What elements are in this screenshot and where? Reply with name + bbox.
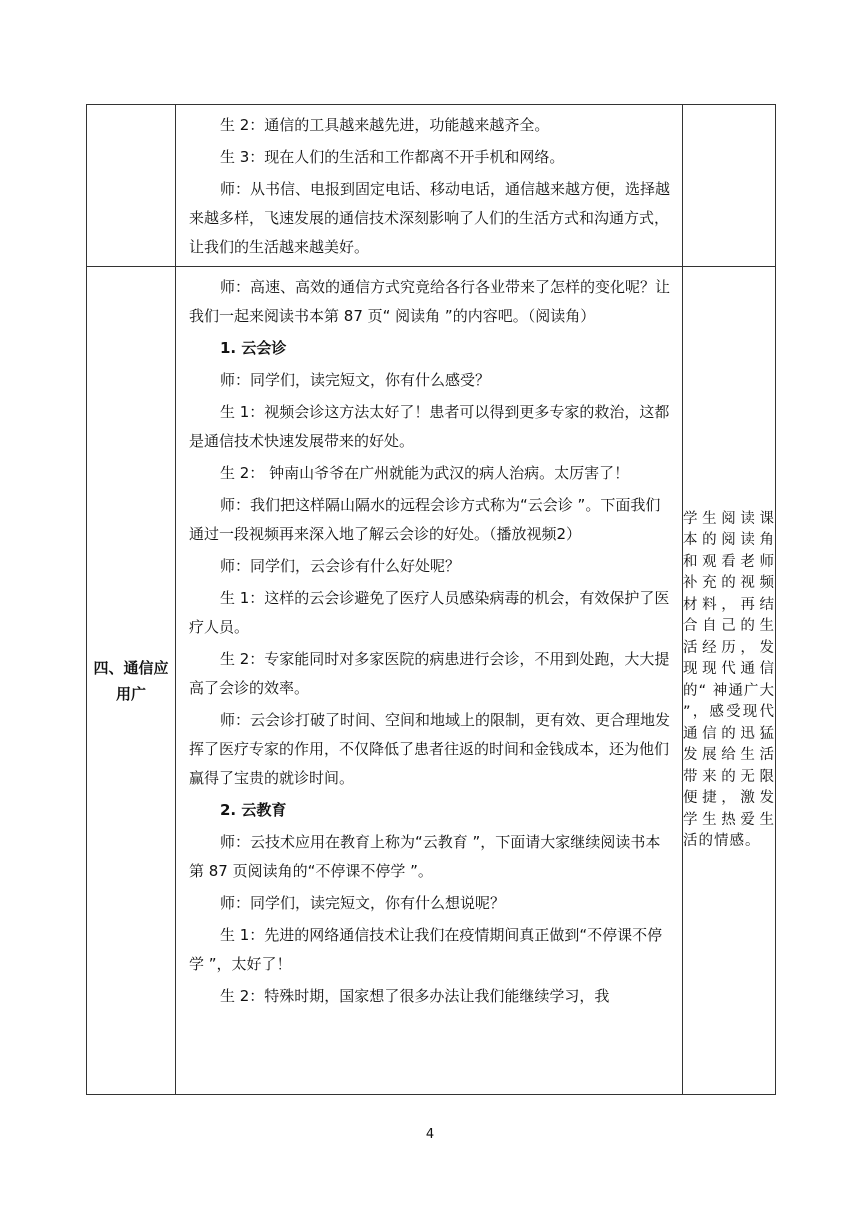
note-cell: 学生阅读课本的阅读角和观看老师补充的视频材料，再结合自己的生活经历，发现现代通信的“ 神通广大 ”，感受现代通信的迅猛发展给生活带来的无限便捷，激发学生热爱生活的情感。 bbox=[683, 267, 776, 1095]
table-row bbox=[87, 105, 776, 267]
paragraph: 师：云技术应用在教育上称为“云教育 ”，下面请大家继续阅读书本第 87 页阅读角的“不停课不停学 ”。 bbox=[189, 833, 661, 880]
paragraph: 师：同学们，读完短文，你有什么想说呢？ bbox=[220, 894, 506, 912]
paragraph: 师：同学们，读完短文，你有什么感受？ bbox=[220, 371, 491, 389]
paragraph: 师：同学们，云会诊有什么好处呢？ bbox=[220, 557, 461, 575]
paragraph: 生 2： 钟南山爷爷在广州就能为武汉的病人治病。太厉害了！ bbox=[220, 464, 630, 482]
section-heading: 1. 云会诊 bbox=[220, 339, 287, 357]
paragraph: 师：云会诊打破了时间、空间和地域上的限制，更有效、更合理地发挥了医疗专家的作用，不仅降低了患者往返的时间和金钱成本，还为他们赢得了宝贵的就诊时间。 bbox=[189, 711, 671, 787]
paragraph: 师：从书信、电报到固定电话、移动电话，通信越来越方便，选择越来越多样，飞速发展的通信技术深刻影响了人们的生活方式和沟通方式，让我们的生活越来越美好。 bbox=[189, 180, 671, 256]
paragraph: 师：我们把这样隔山隔水的远程会诊方式称为“云会诊 ”。下面我们通过一段视频再来深入地了解云会诊的好处。（播放视频2） bbox=[189, 496, 661, 543]
stage-cell bbox=[87, 105, 176, 267]
paragraph: 生 3：现在人们的生活和工作都离不开手机和网络。 bbox=[220, 148, 565, 166]
content-cell bbox=[176, 267, 683, 1095]
paragraph: 师：高速、高效的通信方式究竟给各行各业带来了怎样的变化呢？让我们一起来阅读书本第 87 页“ 阅读角 ”的内容吧。（阅读角） bbox=[189, 278, 671, 325]
paragraph: 生 2：通信的工具越来越先进，功能越来越齐全。 bbox=[220, 116, 550, 134]
content-cell bbox=[176, 105, 683, 267]
paragraph: 生 1：先进的网络通信技术让我们在疫情期间真正做到“不停课不停学 ”，太好了！ bbox=[189, 926, 663, 973]
paragraph: 生 1：这样的云会诊避免了医疗人员感染病毒的机会，有效保护了医疗人员。 bbox=[189, 589, 670, 636]
paragraph: 生 1：视频会诊这方法太好了！患者可以得到更多专家的救治，这都是通信技术快速发展带来的好处。 bbox=[189, 403, 670, 450]
stage-cell: 四、通信应用广 bbox=[87, 267, 176, 1095]
paragraph: 生 2：专家能同时对多家医院的病患进行会诊，不用到处跑，大大提高了会诊的效率。 bbox=[189, 650, 670, 697]
paragraph: 生 2：特殊时期，国家想了很多办法让我们能继续学习，我 bbox=[220, 987, 610, 1005]
section-heading: 2. 云教育 bbox=[220, 801, 287, 819]
page-number: 4 bbox=[425, 1127, 435, 1142]
table-row bbox=[87, 267, 776, 1095]
note-cell bbox=[683, 105, 776, 267]
lesson-plan-table bbox=[86, 104, 776, 1095]
